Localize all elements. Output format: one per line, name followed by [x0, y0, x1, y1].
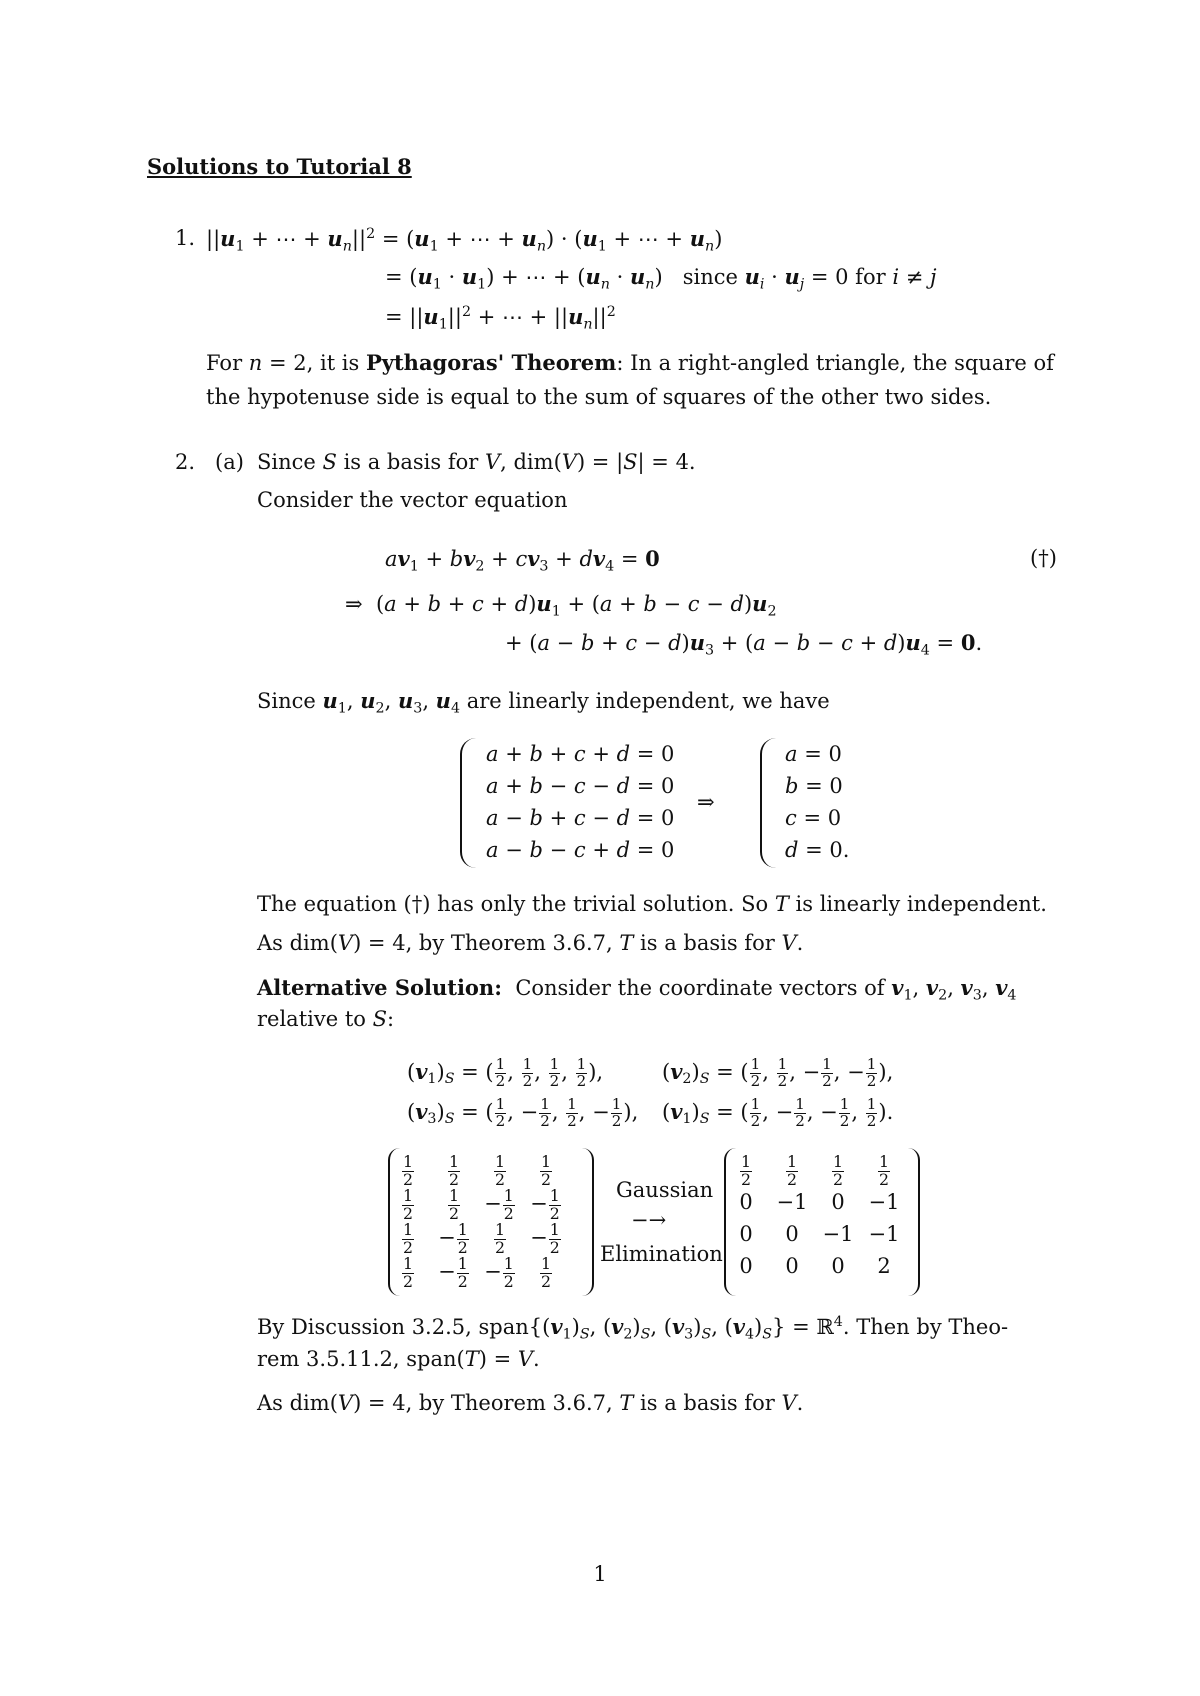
matrix-left-cell-r1-c4: $\frac{1}{2}$ — [540, 1152, 552, 1189]
q1-number: 1. — [175, 226, 196, 250]
matrix-left-cell-r2-c4: − $\frac{1}{2}$ — [530, 1186, 560, 1223]
matrix-right-cell-r1-c1: $\frac{1}{2}$ — [740, 1152, 752, 1189]
matrix-left-cell-r4-c2: − $\frac{1}{2}$ — [438, 1254, 468, 1291]
since-linearly-independent: Since $u_1$, $u_2$, $u_3$, $u_4$ are linearly independent, we have — [257, 688, 830, 717]
matrix-right-cell-r3-c1: 0 — [739, 1222, 753, 1246]
q2-part-a: (a) — [215, 450, 244, 474]
matrix-left-cell-r2-c1: $\frac{1}{2}$ — [402, 1186, 414, 1223]
matrix-left-cell-r2-c2: $\frac{1}{2}$ — [448, 1186, 460, 1223]
q1-paragraph-line-2: the hypotenuse side is equal to the sum of squares of the other two sides. — [206, 385, 992, 409]
system-eq-2: a + b − c − d = 0 — [486, 774, 675, 798]
coord-v4: $(v_1)_S$ = ( $\frac{1}{2}$ , − $\frac{1}{2}$ , − $\frac{1}{2}$ , $\frac{1}{2}$ ). — [662, 1095, 894, 1130]
matrix-left-cell-r1-c3: $\frac{1}{2}$ — [494, 1152, 506, 1189]
relative-to-line: relative to S: — [257, 1007, 395, 1031]
solution-c: c = 0 — [785, 806, 842, 830]
elimination-label: Elimination — [600, 1242, 723, 1266]
matrix-left-cell-r3-c3: $\frac{1}{2}$ — [494, 1220, 506, 1257]
pythagoras-theorem: Pythagoras' Theorem — [365, 350, 617, 375]
discussion-line-2: rem 3.5.11.2, span(T) = V. — [257, 1347, 540, 1371]
matrix-right-cell-r1-c2: $\frac{1}{2}$ — [786, 1152, 798, 1189]
matrix-left-cell-r3-c1: $\frac{1}{2}$ — [402, 1220, 414, 1257]
solution-left-brace — [760, 738, 778, 868]
q1-equation-line-1: $||u_1$ + ⋯ + $u_n||^2 = (u_1$ + ⋯ + $u_n) \cdot (u_1$ + ⋯ + $u_n$) — [206, 226, 723, 255]
system-implies: ⇒ — [697, 790, 715, 814]
matrix-right-cell-r2-c2: −1 — [776, 1190, 808, 1214]
dagger-label: (†) — [1030, 546, 1057, 570]
implies-line-2: + $(a - b + c - d)u_3 + (a - b - c + d)u_4 = 0$. — [505, 630, 983, 659]
discussion-line-1: By Discussion 3.2.5, $span\{(v_1)_S$, $(v_2)_S$, $(v_3)_S$, $(v_4)_S$} = ℝ$^4$. Then by Theo- — [257, 1314, 1009, 1343]
alternative-solution-label: Alternative Solution: — [257, 975, 502, 1000]
vector-equation: $av_1 + bv_2 + cv_3 + dv_4 = 0$ — [385, 546, 660, 575]
matrix-left-cell-r3-c2: − $\frac{1}{2}$ — [438, 1220, 468, 1257]
system-eq-1: a + b + c + d = 0 — [486, 742, 675, 766]
alternative-solution-line: Alternative Solution: Consider the coordinate vectors of $v_1$, $v_2$, $v_3$, $v_4$ — [257, 975, 1017, 1004]
matrix-right-cell-r4-c4: 2 — [877, 1254, 891, 1278]
matrix-right-cell-r3-c4: −1 — [868, 1222, 900, 1246]
page-title: Solutions to Tutorial 8 — [147, 154, 412, 179]
dim-theorem-line-2: As dim(V) = 4, by Theorem 3.6.7, T is a basis for V. — [257, 1391, 804, 1415]
system-eq-3: a − b + c − d = 0 — [486, 806, 675, 830]
q1-equation-line-2: = $(u_1 \cdot u_1)$ + ⋯ + $(u_n \cdot u_n)$ since $u_i \cdot u_j = 0$ for i ≠ j — [385, 264, 937, 293]
solution-d: d = 0. — [785, 838, 850, 862]
q2-consider: Consider the vector equation — [257, 488, 568, 512]
q2-number: 2. — [175, 450, 196, 474]
matrix-left-cell-r4-c3: − $\frac{1}{2}$ — [484, 1254, 514, 1291]
matrix-right-cell-r2-c4: −1 — [868, 1190, 900, 1214]
matrix-right-cell-r4-c1: 0 — [739, 1254, 753, 1278]
matrix-right-cell-r2-c3: 0 — [831, 1190, 845, 1214]
gaussian-arrow: −→ — [631, 1208, 667, 1232]
matrix-right-cell-r2-c1: 0 — [739, 1190, 753, 1214]
matrix-left-cell-r1-c1: $\frac{1}{2}$ — [402, 1152, 414, 1189]
dim-theorem-line-1: As dim(V) = 4, by Theorem 3.6.7, T is a basis for V. — [257, 931, 804, 955]
implies-line-1: ⇒ $(a + b + c + d)u_1 + (a + b - c - d)u_2$ — [345, 591, 777, 620]
q2-basis-statement: Since S is a basis for V, dim(V) = |S| = 4. — [257, 450, 696, 474]
q1-equation-line-3: = $||u_1||^2$ + ⋯ + $||u_n||^2$ — [385, 304, 616, 333]
matrix-left-cell-r4-c4: $\frac{1}{2}$ — [540, 1254, 552, 1291]
matrix-right-cell-r4-c3: 0 — [831, 1254, 845, 1278]
q1-paragraph-line-1: For n = 2, it is Pythagoras' Theorem: In a right-angled triangle, the square of — [206, 350, 1054, 375]
matrix-left-cell-r1-c2: $\frac{1}{2}$ — [448, 1152, 460, 1189]
solution-b: b = 0 — [785, 774, 843, 798]
matrix-left-cell-r3-c4: − $\frac{1}{2}$ — [530, 1220, 560, 1257]
coord-v2: $(v_2)_S$ = ( $\frac{1}{2}$ , $\frac{1}{2}$ , − $\frac{1}{2}$ , − $\frac{1}{2}$ ), — [662, 1055, 894, 1090]
matrix-right-cell-r4-c2: 0 — [785, 1254, 799, 1278]
system-eq-4: a − b − c + d = 0 — [486, 838, 675, 862]
matrix-right-cell-r3-c2: 0 — [785, 1222, 799, 1246]
matrix-left-cell-r2-c3: − $\frac{1}{2}$ — [484, 1186, 514, 1223]
trivial-solution-line: The equation (†) has only the trivial solution. So T is linearly independent. — [257, 892, 1047, 916]
matrix-left-close-paren — [582, 1148, 594, 1296]
matrix-left-cell-r4-c1: $\frac{1}{2}$ — [402, 1254, 414, 1291]
matrix-right-cell-r1-c4: $\frac{1}{2}$ — [878, 1152, 890, 1189]
system-left-brace — [460, 738, 478, 868]
matrix-right-cell-r1-c3: $\frac{1}{2}$ — [832, 1152, 844, 1189]
coord-v3: $(v_3)_S$ = ( $\frac{1}{2}$ , − $\frac{1}{2}$ , $\frac{1}{2}$ , − $\frac{1}{2}$ ), — [407, 1095, 639, 1130]
page-number: 1 — [593, 1562, 607, 1586]
gaussian-label: Gaussian — [616, 1178, 714, 1202]
solution-a: a = 0 — [785, 742, 842, 766]
coord-v1: $(v_1)_S$ = ( $\frac{1}{2}$ , $\frac{1}{2}$ , $\frac{1}{2}$ , $\frac{1}{2}$ ), — [407, 1055, 604, 1090]
matrix-right-cell-r3-c3: −1 — [822, 1222, 854, 1246]
